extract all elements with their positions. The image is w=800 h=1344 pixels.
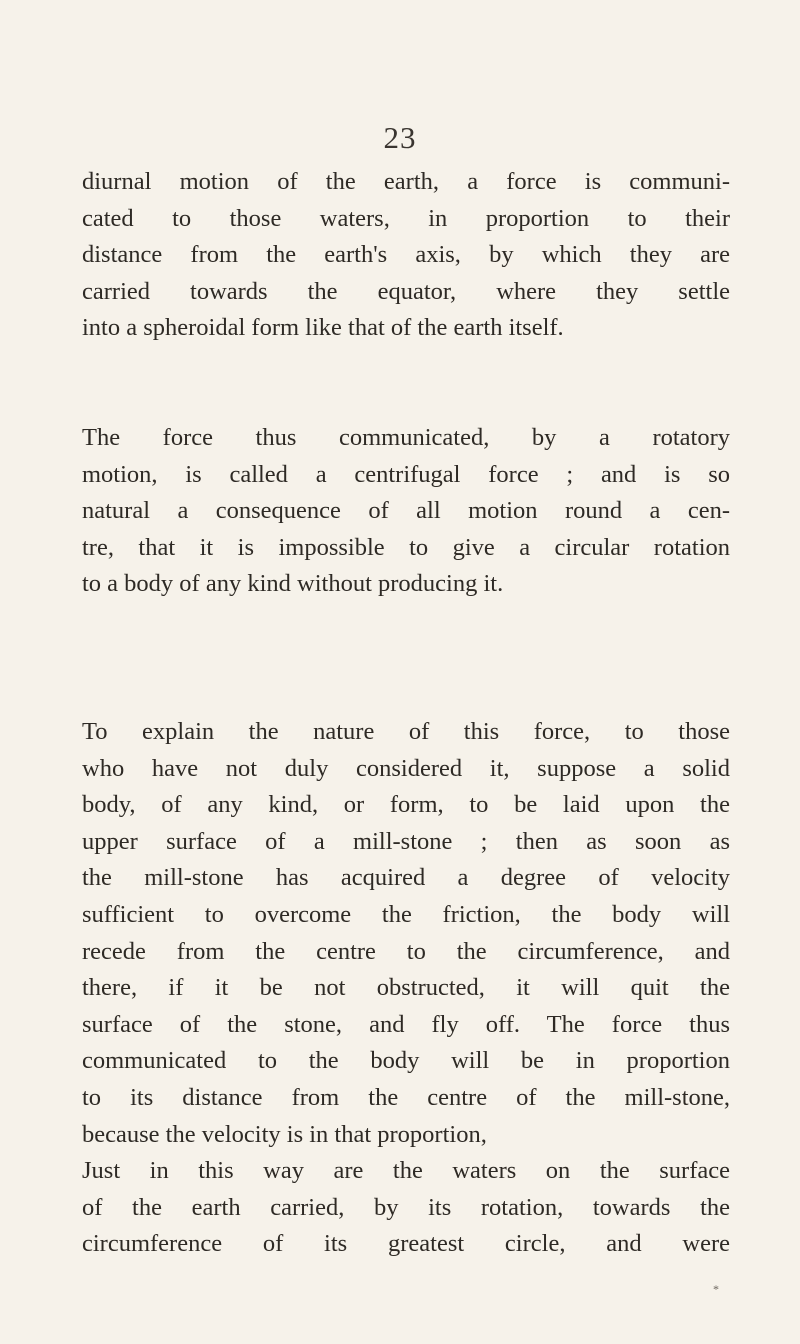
paragraph-line: surface of the stone, and fly off. The force thus [82,1010,730,1038]
footer-mark: * [713,1282,719,1296]
paragraph-line: Just in this way are the waters on the surface [82,1157,730,1185]
page-number: 23 [383,120,417,155]
paragraph-line: cated to those waters, in proportion to their [82,204,730,232]
paragraph-line: body, of any kind, or form, to be laid upon the [82,791,730,819]
paragraph-line: recede from the centre to the circumference, and [82,937,730,965]
paragraph-line: distance from the earth's axis, by which they are [82,241,730,269]
paragraph-line: tre, that it is impossible to give a circular rotation [82,533,730,561]
paragraph-line: natural a consequence of all motion round a cen- [82,497,730,525]
paragraph-line: to a body of any kind without producing it. [82,570,504,598]
paragraph-line: there, if it be not obstructed, it will quit the [82,974,730,1002]
paragraph-line: circumference of its greatest circle, and were [82,1230,730,1258]
paragraph-line: The force thus communicated, by a rotatory [82,424,730,451]
paragraph-line: sufficient to overcome the friction, the body will [82,900,730,928]
paragraph-line: to its distance from the centre of the mill-stone, [82,1083,730,1111]
paragraph-3 [82,714,730,1263]
paragraph-line: because the velocity is in that proportion, [82,1120,487,1148]
paragraph-line: carried towards the equator, where they settle [82,277,730,305]
paragraph-line: the mill-stone has acquired a degree of velocity [82,864,730,892]
paragraph-1 [82,164,730,347]
paragraph-line: into a spheroidal form like that of the earth itself. [82,314,564,342]
paragraph-line: who have not duly considered it, suppose a solid [82,754,730,782]
paragraph-line: To explain the nature of this force, to those [82,718,730,745]
paragraph-2 [82,420,730,603]
paragraph-line: of the earth carried, by its rotation, towards the [82,1193,730,1221]
paragraph-line: communicated to the body will be in proportion [82,1047,730,1075]
paragraph-line: diurnal motion of the earth, a force is communi- [82,168,730,195]
paragraph-line: motion, is called a centrifugal force ; and is so [82,460,730,488]
paragraph-line: upper surface of a mill-stone ; then as soon as [82,827,730,855]
